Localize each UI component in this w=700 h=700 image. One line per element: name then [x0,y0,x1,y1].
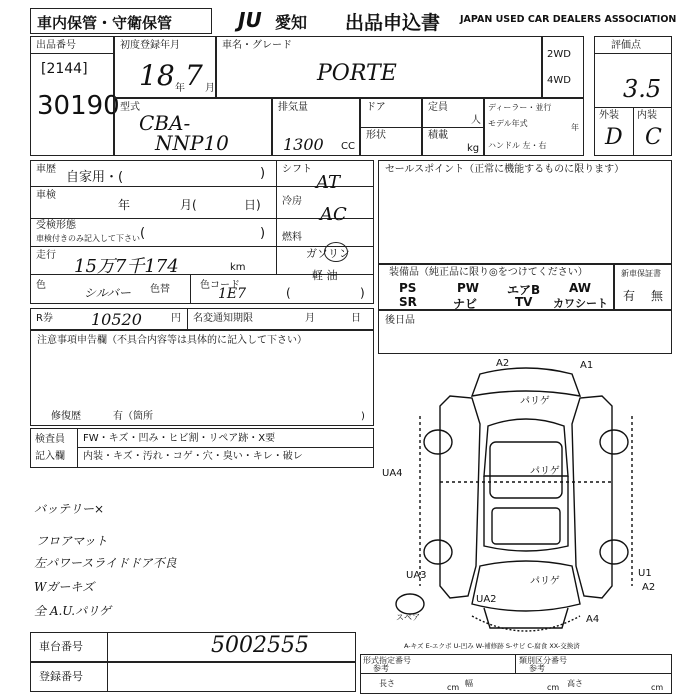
remark-item: 全 A.U.パリゲ [34,604,111,618]
fuel-open: ( [286,286,291,300]
lot-bracket: [2144] [41,61,88,77]
color-label: 色 [36,280,46,291]
damage-legend: A-キズ E-エクボ U-凹み W-補修跡 S-サビ C-腐食 XX-交換済 [404,642,580,650]
inspector-label: 検査員 [35,434,65,445]
length-label: 長さ [379,679,395,688]
width-label: 幅 [465,679,473,688]
address-change-label: 名変通知期限 [193,313,253,324]
mark-body: パリゲ [530,466,560,477]
remark-item: Wガーキズ [34,580,95,594]
storage-type-label: 車内保管・守衛保管 [37,14,173,32]
shift-value: AT [316,172,341,193]
car-damage-diagram [380,356,672,652]
mark-spare: スペア [396,613,420,622]
fuel-diesel: 軽 油 [312,269,338,282]
receipt-close: ) [260,226,266,241]
repair-value: 有（箇所 [113,411,153,422]
dealer-box [484,98,584,156]
notes-box [30,330,374,426]
registration-box [30,662,356,692]
inspection-month: 月( [180,198,197,212]
fw-items: FW・キズ・凹み・ヒビ割・リペア跡・X要 [83,433,276,444]
recycle-unit: 円 [171,313,181,324]
load-label: 積載 [428,130,448,141]
equipment-label: 装備品（純正品に限り◎をつけてください） [389,267,588,278]
interior-items: 内装・キズ・汚れ・コゲ・穴・臭い・キレ・破レ [83,451,303,462]
receipt-open: ( [140,226,146,241]
dealer-label: ディーラー・並行 [488,103,552,112]
ac-label: 冷房 [282,196,302,207]
displacement-unit: CC [341,141,355,152]
warranty-label: 新車保証書 [621,269,661,278]
repair-close: ) [361,411,365,422]
first-reg-year: 18 [139,59,175,92]
mark-roof: パリゲ [520,396,550,407]
mark-u1: U1 [638,568,652,579]
displacement-box [272,98,360,156]
inspection-year: 年 [118,198,131,212]
equipment-box [378,264,614,310]
inspector-entry-label: 記入欄 [35,451,65,462]
notes-label: 注意事項申告欄（不具合内容等は具体的に記入して下さい） [37,335,307,346]
type-value-2: NNP10 [155,131,229,155]
mileage-unit: km [230,262,246,273]
door-box [360,98,422,156]
history-close: ) [260,166,266,181]
inspection-day: 日) [244,198,261,212]
equip-tv: TV [515,295,533,309]
length-unit: cm [447,683,460,692]
registration-label: 登録番号 [39,670,83,683]
model-box [216,36,542,98]
repair-label: 修復歴 [51,411,81,422]
back-order-box [378,310,672,354]
first-reg-box [114,36,216,98]
remark-item: 左パワースライドドア不良 [34,556,177,570]
equip-ps: PS [399,281,417,295]
model-year-label: モデル年式 [488,119,528,128]
color-value: シルバー [84,286,131,300]
type-box [114,98,272,156]
remark-item: バッテリー× [34,502,105,516]
equip-airbag: エアB [507,283,541,297]
equip-sr: SR [399,295,417,309]
receipt-label: 受検形態 [36,220,76,231]
chassis-box [30,632,356,662]
exterior-grade: D [605,125,623,150]
mark-a1: A1 [580,360,594,371]
mark-a2-right: A2 [642,582,656,593]
warranty-yes: 有 [623,289,636,303]
exterior-label: 外装 [599,110,619,121]
equip-leather: カワシート [553,297,608,310]
rating-label: 評価点 [611,40,641,51]
mark-a4: A4 [586,614,600,625]
capacity-label: 定員 [428,102,448,113]
address-change-day: 日 [351,313,361,324]
mark-rear: パリゲ [530,576,560,587]
height-unit: cm [651,683,664,692]
fuel-close: ) [360,286,365,300]
model-label: 車名・グレード [222,40,292,51]
warranty-box [614,264,672,310]
inspection-label: 車検 [36,190,56,201]
capacity-unit: 人 [471,115,481,126]
shift-label: シフト [282,164,312,175]
year-unit: 年 [175,83,185,94]
lot-box [30,36,120,156]
back-order-label: 後日品 [385,315,415,326]
fuel-gas: ガソリン [306,247,350,260]
door-label: ドア [366,102,386,113]
month-unit: 月 [205,83,215,94]
drive-box [542,36,584,98]
interior-label: 内装 [637,110,657,121]
displacement-label: 排気量 [278,102,308,113]
category-label: 類別区分番号 [519,656,567,665]
mark-ua2: UA2 [476,594,497,605]
form-spec-box [360,654,672,694]
ac-value: AC [320,204,347,225]
model-year-unit: 年 [571,123,579,132]
model-value: PORTE [317,61,397,86]
inspector-box [30,428,374,468]
displacement-value: 1300 [283,135,324,154]
storage-type-box [30,8,212,34]
warranty-no: 無 [651,289,664,303]
sales-point-label: セールスポイント（正常に機能するものに限ります） [385,164,625,175]
recycle-label: R券 [36,313,53,324]
form-title: 出品申込書 [345,12,441,34]
2wd-label: 2WD [547,49,571,60]
type-value-1: CBA- [139,111,191,135]
form-spec-ref: 参考 [373,664,389,673]
org-english: JAPAN USED CAR DEALERS ASSOCIATION [460,14,677,25]
equip-navi: ナビ [453,297,478,311]
org-name: 愛知 [275,13,308,32]
width-unit: cm [547,683,560,692]
mark-a2-top: A2 [496,358,510,369]
fuel-circle [324,242,348,262]
equip-aw: AW [569,281,591,295]
recycle-box [30,308,374,330]
first-reg-label: 初度登録年月 [120,40,180,51]
type-label: 型式 [120,102,140,113]
recycle-value: 10520 [91,310,142,329]
color-code: 1E7 [218,286,247,302]
color-change-label: 色替 [150,284,170,295]
load-unit: kg [467,143,480,154]
interior-grade: C [645,125,662,150]
history-label: 車歴 [36,164,56,175]
chassis-number: 5002555 [211,633,309,658]
address-change-month: 月 [305,313,315,324]
history-value: 自家用・( [66,170,124,185]
equip-pw: PW [457,281,480,295]
category-ref: 参考 [529,664,545,673]
mileage-value: 15万7千174 [74,256,179,277]
ju-logo: JU [238,8,262,32]
receipt-note: 車検付きのみ記入して下さい [36,234,140,243]
mark-ua4: UA4 [382,468,403,479]
lot-label: 出品番号 [36,40,76,51]
rating-box [594,36,672,156]
fuel-label: 燃料 [282,232,302,243]
remark-item: フロアマット [36,534,108,548]
first-reg-month: 7 [185,59,203,92]
rating-score: 3.5 [623,75,662,103]
form-spec-label: 形式指定番号 [363,656,411,665]
4wd-label: 4WD [547,75,571,86]
color-code-label: 色コード [200,280,240,291]
handle-label: ハンドル 左・右 [488,141,547,150]
chassis-label: 車台番号 [39,640,83,653]
lot-number: 30190 [37,91,120,121]
height-label: 高さ [567,679,583,688]
sales-point-box [378,160,672,264]
mileage-label: 走行 [36,250,56,261]
shape-label: 形状 [366,130,386,141]
mark-ua3: UA3 [406,570,427,581]
capacity-box [422,98,484,156]
